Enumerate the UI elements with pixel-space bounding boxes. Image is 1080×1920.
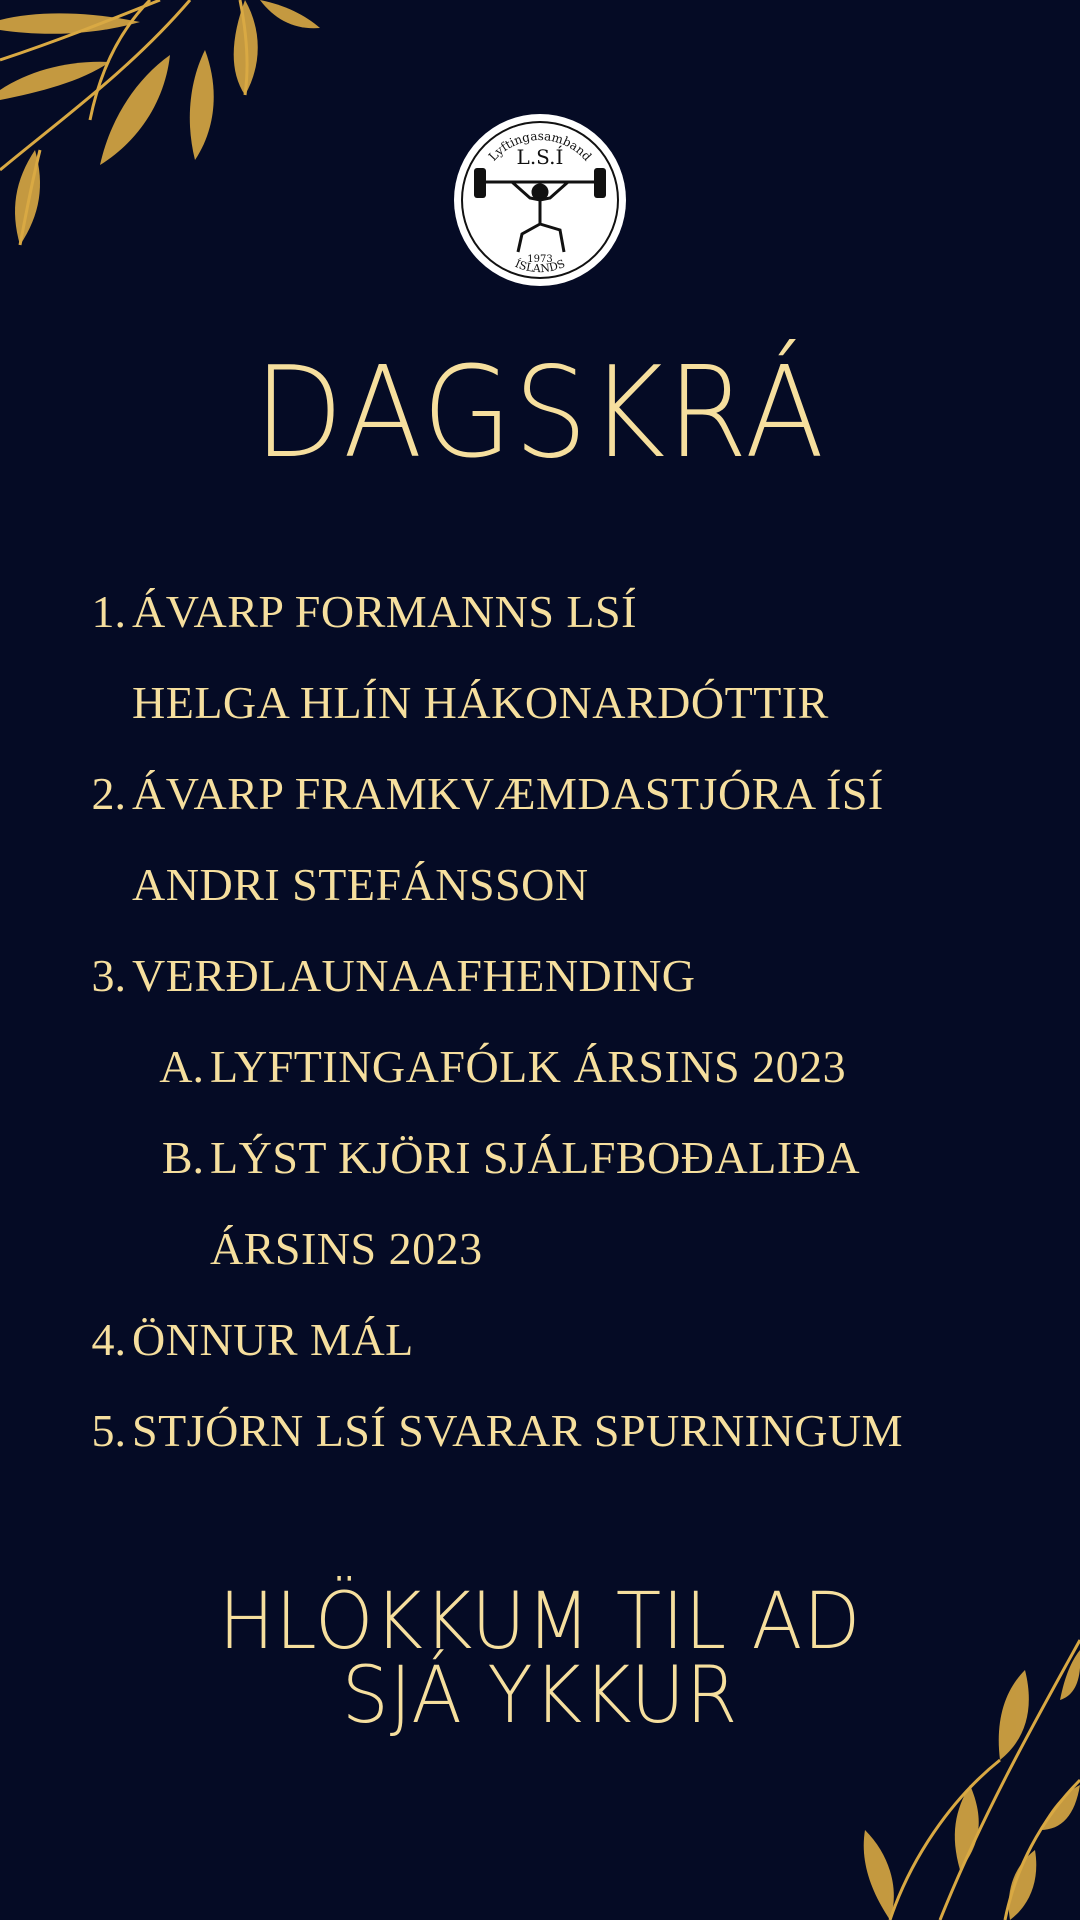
agenda-item-number: 2. <box>91 768 126 819</box>
closing-message <box>0 1577 1080 1741</box>
agenda-subitem-text: LYFTINGAFÓLK ÁRSINS 2023 <box>210 1041 847 1092</box>
agenda-item-text: VERÐLAUNAAFHENDING <box>132 950 696 1001</box>
agenda-subitem-continuation: ÁRSINS 2023 <box>210 1223 483 1274</box>
agenda-subitem-text: LÝST KJÖRI SJÁLFBOÐALIÐA <box>210 1132 861 1183</box>
agenda-item-text: ÖNNUR MÁL <box>132 1314 414 1365</box>
agenda-item-number: 4. <box>91 1314 126 1365</box>
agenda-subitem-letter: B. <box>161 1132 204 1183</box>
logo-arc-top: Lyftingasamband <box>485 128 595 164</box>
closing-line-2: SJÁ YKKUR <box>341 1651 739 1741</box>
closing-line-1: HLÖKKUM TIL AD <box>218 1577 862 1667</box>
agenda-item-number: 1. <box>91 586 126 637</box>
agenda-item-text: STJÓRN LSÍ SVARAR SPURNINGUM <box>132 1405 904 1456</box>
agenda-item-number: 3. <box>91 950 126 1001</box>
logo-letters: L.S.Í <box>516 145 564 169</box>
agenda-item-subtext: HELGA HLÍN HÁKONARDÓTTIR <box>132 677 829 728</box>
logo-year: 1973 <box>527 254 553 265</box>
agenda-subitem-letter: A. <box>159 1041 204 1092</box>
agenda-item-subtext: ANDRI STEFÁNSSON <box>132 859 589 910</box>
agenda-item-text: ÁVARP FORMANNS LSÍ <box>132 586 637 637</box>
logo-arc-bottom: ÍSLANDS <box>513 257 567 276</box>
page-title: DAGSKRÁ <box>254 339 826 486</box>
agenda-item-text: ÁVARP FRAMKVÆMDASTJÓRA ÍSÍ <box>132 768 884 819</box>
agenda-item-number: 5. <box>91 1405 126 1456</box>
